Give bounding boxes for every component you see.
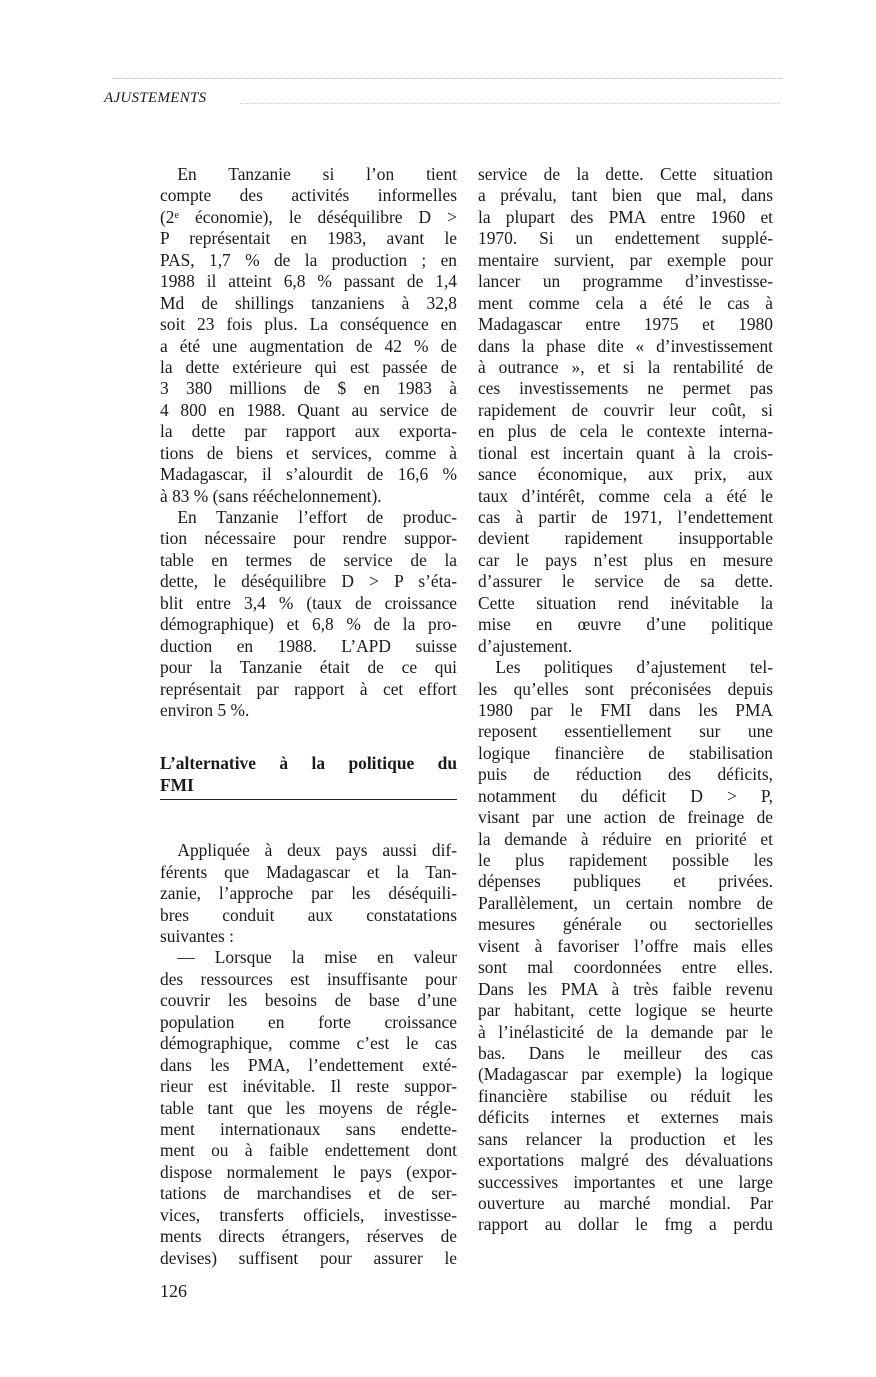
text-line: la dette extérieure qui est passée de	[160, 356, 457, 377]
paragraph	[478, 657, 773, 1236]
text-line: ouverture au marché mondial. Par	[478, 1193, 773, 1213]
text-line: rapidement de couvrir leur coût, si	[478, 399, 773, 420]
text-line: exportations malgré des dévaluations	[478, 1150, 773, 1171]
page-number: 126	[160, 1281, 187, 1301]
text-line: PAS, 1,7 % de la production ; en	[160, 249, 457, 270]
text-line: financière stabilise ou réduit les	[478, 1085, 773, 1106]
text-line: environ 5 %.	[160, 699, 250, 720]
text-line: Cette situation rend inévitable la	[478, 592, 773, 613]
text-line: zanie, l’approche par les déséquili-	[160, 883, 457, 904]
text-line: mise en œuvre d’une politique	[478, 614, 773, 635]
text-line: reposent essentiellement sur une	[478, 721, 773, 742]
text-line: férents que Madagascar et la Tan-	[160, 861, 457, 882]
text-line: compte des activités informelles	[160, 185, 457, 206]
text-line: notamment du déficit D > P,	[478, 785, 773, 806]
text-line: dans les PMA, l’endettement exté-	[160, 1054, 457, 1075]
text-line: rapport au dollar le fmg a perdu	[478, 1214, 773, 1235]
text-line: 1970. Si un endettement supplé-	[478, 228, 773, 249]
text-line: devient rapidement insupportable	[478, 528, 773, 549]
text-line: bas. Dans le meilleur des cas	[478, 1042, 773, 1063]
text-line: logique financière de stabilisation	[478, 742, 773, 763]
text-line: 1980 par le FMI dans les PMA	[478, 699, 773, 720]
text-line: visent à favoriser l’offre mais elles	[478, 935, 773, 956]
text-line: En Tanzanie si l’on tient	[160, 164, 457, 184]
text-line: suivantes :	[160, 926, 234, 946]
text-line: les qu’elles sont préconisées depuis	[478, 678, 773, 699]
text-line: d’ajustement.	[478, 635, 573, 656]
text-line: démographique, comme c’est le cas	[160, 1033, 457, 1054]
text-line: bres conduit aux constatations	[160, 904, 457, 925]
text-line: pour la Tanzanie était de ce qui	[160, 657, 457, 678]
text-line: FMI	[160, 774, 194, 795]
text-line: soit 23 fois plus. La conséquence en	[160, 314, 457, 335]
text-line: a été une augmentation de 42 % de	[160, 335, 457, 356]
right-column	[478, 164, 773, 1236]
text-line: le plus rapidement possible les	[478, 850, 773, 870]
text-line: ment ou à faible endettement dont	[160, 1140, 457, 1161]
text-line: tional est incertain quant à la crois-	[478, 442, 773, 463]
paragraph	[160, 507, 457, 721]
text-line: car le pays n’est plus en mesure	[478, 549, 773, 570]
text-line: à l’inélasticité de la demande par le	[478, 1021, 773, 1042]
text-line: population en forte croissance	[160, 1011, 457, 1032]
text-line: En Tanzanie l’effort de produc-	[160, 507, 457, 527]
text-line: tion nécessaire pour rendre suppor-	[160, 528, 457, 549]
text-line: la plupart des PMA entre 1960 et	[478, 206, 773, 227]
scan-noise-line	[240, 103, 780, 104]
text-line: devises) suffisent pour assurer le	[160, 1247, 457, 1268]
text-line: vices, transferts officiels, investisse-	[160, 1204, 457, 1225]
text-line: à 83 % (sans rééchelonnement).	[160, 485, 382, 506]
text-line: couvrir les besoins de base d’une	[160, 990, 457, 1011]
text-line: 1988 il atteint 6,8 % passant de 1,4	[160, 271, 457, 292]
text-line: démographique) et 6,8 % de la pro-	[160, 614, 457, 635]
scan-noise-line	[112, 78, 782, 79]
text-line: représentait par rapport à cet effort	[160, 678, 457, 699]
text-line: d’assurer le service de sa dette.	[478, 571, 773, 592]
paragraph	[160, 840, 457, 947]
left-column	[160, 164, 457, 1269]
text-line: service de la dette. Cette situation	[478, 164, 773, 184]
text-line: rieur est inévitable. Il reste suppor-	[160, 1076, 457, 1097]
text-line: table tant que les moyens de régle-	[160, 1097, 457, 1118]
text-line: L’alternative à la politique du	[160, 753, 457, 774]
text-line: en plus de cela le contexte interna-	[478, 421, 773, 442]
text-line: déficits internes et externes mais	[478, 1107, 773, 1128]
paragraph	[478, 164, 773, 657]
text-line: dette, le déséquilibre D > P s’éta-	[160, 571, 457, 592]
text-line: (Madagascar par exemple) la logique	[478, 1064, 773, 1085]
text-line: ment comme cela a été le cas à	[478, 292, 773, 313]
text-line: Parallèlement, un certain nombre de	[478, 892, 773, 913]
text-line: Madagascar, il s’alourdit de 16,6 %	[160, 464, 457, 485]
text-line: 3 380 millions de $ en 1983 à	[160, 378, 457, 399]
text-line: table en termes de service de la	[160, 549, 457, 570]
text-line: à outrance », et si la rentabilité de	[478, 356, 773, 377]
text-line: 4 800 en 1988. Quant au service de	[160, 399, 457, 420]
text-line: — Lorsque la mise en valeur	[160, 947, 457, 968]
text-line: sance économique, aux prix, aux	[478, 464, 773, 485]
text-line: mentaire survient, par exemple pour	[478, 249, 773, 270]
text-line: la dette par rapport aux exporta-	[160, 421, 457, 442]
text-line: a prévalu, tant bien que mal, dans	[478, 185, 773, 206]
text-line: mesures générale ou sectorielles	[478, 914, 773, 935]
text-line: Les politiques d’ajustement tel-	[478, 657, 773, 678]
section-heading	[160, 753, 457, 796]
text-line: dispose normalement le pays (expor-	[160, 1161, 457, 1182]
text-line: Md de shillings tanzaniens à 32,8	[160, 292, 457, 313]
text-line: puis de réduction des déficits,	[478, 764, 773, 785]
text-line: par habitant, cette logique se heurte	[478, 1000, 773, 1021]
text-line: sans relancer la production et les	[478, 1128, 773, 1149]
text-line: Dans les PMA à très faible revenu	[478, 978, 773, 999]
text-line: cas à partir de 1971, l’endettement	[478, 507, 773, 527]
text-line: visant par une action de freinage de	[478, 807, 773, 828]
text-line: (2ᵉ économie), le déséquilibre D >	[160, 206, 457, 227]
paragraph	[160, 164, 457, 507]
text-line: Madagascar entre 1975 et 1980	[478, 314, 773, 335]
text-line: des ressources est insuffisante pour	[160, 968, 457, 989]
text-line: ments directs étrangers, réserves de	[160, 1226, 457, 1247]
paragraph	[160, 947, 457, 1269]
running-head: AJUSTEMENTS	[104, 90, 207, 106]
text-line: Appliquée à deux pays aussi dif-	[160, 840, 457, 861]
spacer	[160, 800, 457, 840]
text-line: la demande à réduire en priorité et	[478, 828, 773, 849]
text-line: sont mal coordonnées entre elles.	[478, 957, 773, 978]
text-line: dans la phase dite « d’investissement	[478, 335, 773, 356]
text-line: successives importantes et une large	[478, 1171, 773, 1192]
text-line: tations de marchandises et de ser-	[160, 1183, 457, 1204]
text-line: dépenses publiques et privées.	[478, 871, 773, 892]
text-line: duction en 1988. L’APD suisse	[160, 635, 457, 656]
text-line: P représentait en 1983, avant le	[160, 228, 457, 249]
text-line: ment internationaux sans endette-	[160, 1118, 457, 1139]
text-line: blit entre 3,4 % (taux de croissance	[160, 592, 457, 613]
text-line: taux d’intérêt, comme cela a été le	[478, 485, 773, 506]
text-line: tions de biens et services, comme à	[160, 442, 457, 463]
text-line: ces investissements ne permet pas	[478, 378, 773, 399]
text-line: lancer un programme d’investisse-	[478, 271, 773, 292]
